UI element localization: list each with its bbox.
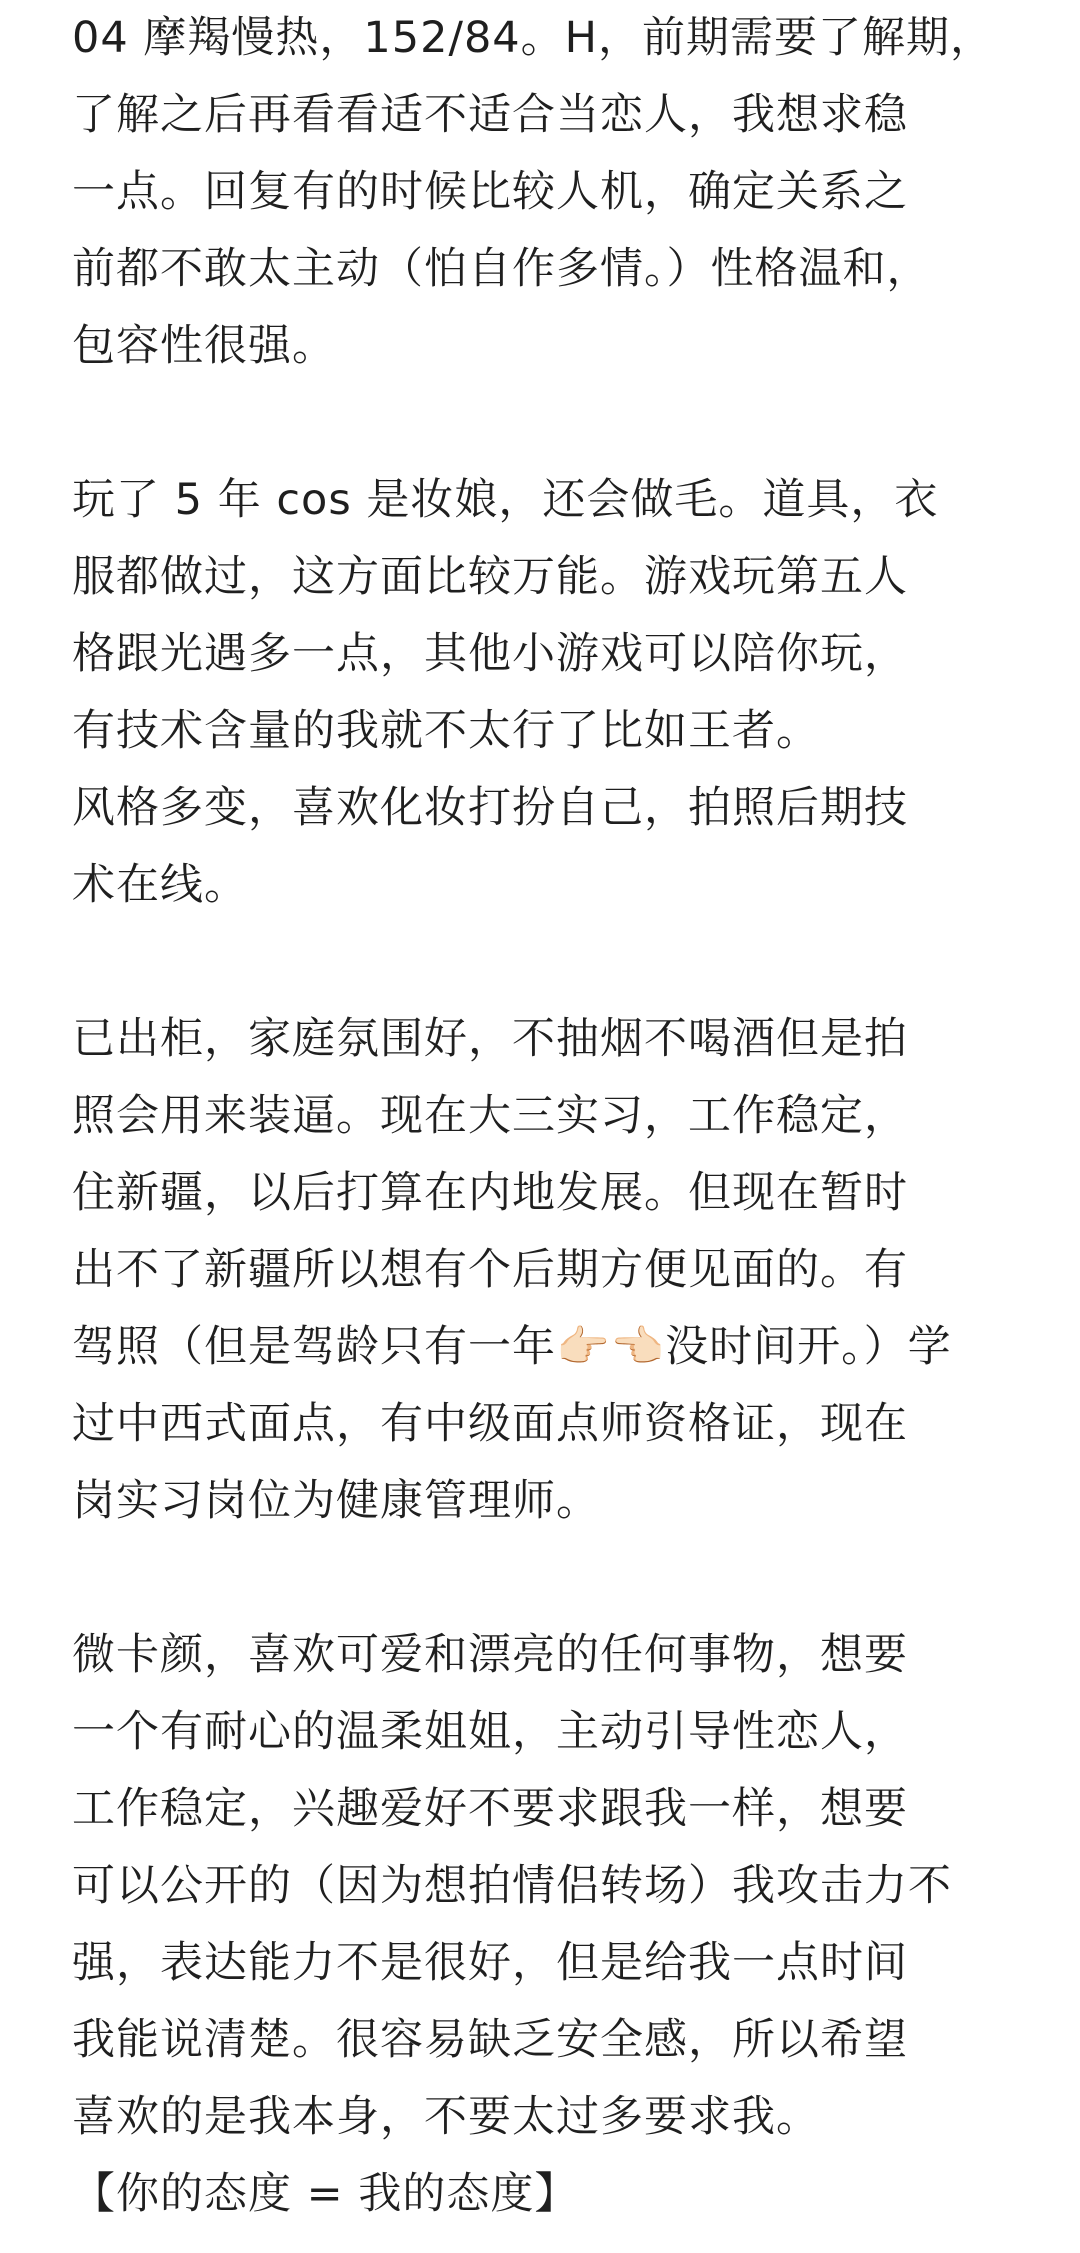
text-line: 一个有耐心的温柔姐姐，主动引导性恋人， [72, 1707, 908, 1757]
text-line: 照会用来装逼。现在大三实习，工作稳定， [72, 1091, 908, 1141]
text-line: 微卡颜，喜欢可爱和漂亮的任何事物，想要 [72, 1630, 908, 1680]
paragraph-4 [72, 1617, 1032, 2233]
text-line: 过中西式面点，有中级面点师资格证，现在 [72, 1399, 908, 1449]
text-line: 包容性很强。 [72, 321, 336, 371]
text-line: 出不了新疆所以想有个后期方便见面的。有 [72, 1245, 908, 1295]
text-line: 【你的态度 = 我的态度】 [72, 2169, 579, 2219]
text-line: 了解之后再看看适不适合当恋人，我想求稳 [72, 90, 908, 140]
text-line: 服都做过，这方面比较万能。游戏玩第五人 [72, 552, 908, 602]
text-line: 强，表达能力不是很好，但是给我一点时间 [72, 1938, 908, 1988]
text-line: 04 摩羯慢热，152/84。H，前期需要了解期， [72, 13, 994, 63]
text-line: 已出柜，家庭氛围好，不抽烟不喝酒但是拍 [72, 1014, 908, 1064]
paragraph-spacer [72, 1540, 1032, 1617]
text-line: 风格多变，喜欢化妆打扮自己，拍照后期技 [72, 783, 908, 833]
paragraph-spacer [72, 385, 1032, 462]
text-line: 住新疆，以后打算在内地发展。但现在暂时 [72, 1168, 908, 1218]
text-line: 工作稳定，兴趣爱好不要求跟我一样，想要 [72, 1784, 908, 1834]
text-line: 格跟光遇多一点，其他小游戏可以陪你玩， [72, 629, 908, 679]
text-line: 前都不敢太主动（怕自作多情。）性格温和， [72, 244, 931, 294]
paragraph-2 [72, 462, 1032, 924]
text-line: 我能说清楚。很容易缺乏安全感，所以希望 [72, 2015, 908, 2065]
paragraph-1 [72, 0, 1032, 385]
text-line: 术在线。 [72, 860, 248, 910]
text-line: 岗实习岗位为健康管理师。 [72, 1476, 600, 1526]
text-line: 一点。回复有的时候比较人机，确定关系之 [72, 167, 908, 217]
paragraph-3 [72, 1001, 1032, 1540]
paragraph-spacer [72, 924, 1032, 1001]
document-body [72, 0, 1032, 2233]
text-line: 驾照（但是驾龄只有一年👉🏻👈🏻没时间开。）学 [72, 1322, 952, 1372]
text-line: 有技术含量的我就不太行了比如王者。 [72, 706, 820, 756]
text-line: 喜欢的是我本身，不要太过多要求我。 [72, 2092, 820, 2142]
text-line: 可以公开的（因为想拍情侣转场）我攻击力不 [72, 1861, 952, 1911]
text-line: 玩了 5 年 cos 是妆娘，还会做毛。道具，衣 [72, 475, 939, 525]
